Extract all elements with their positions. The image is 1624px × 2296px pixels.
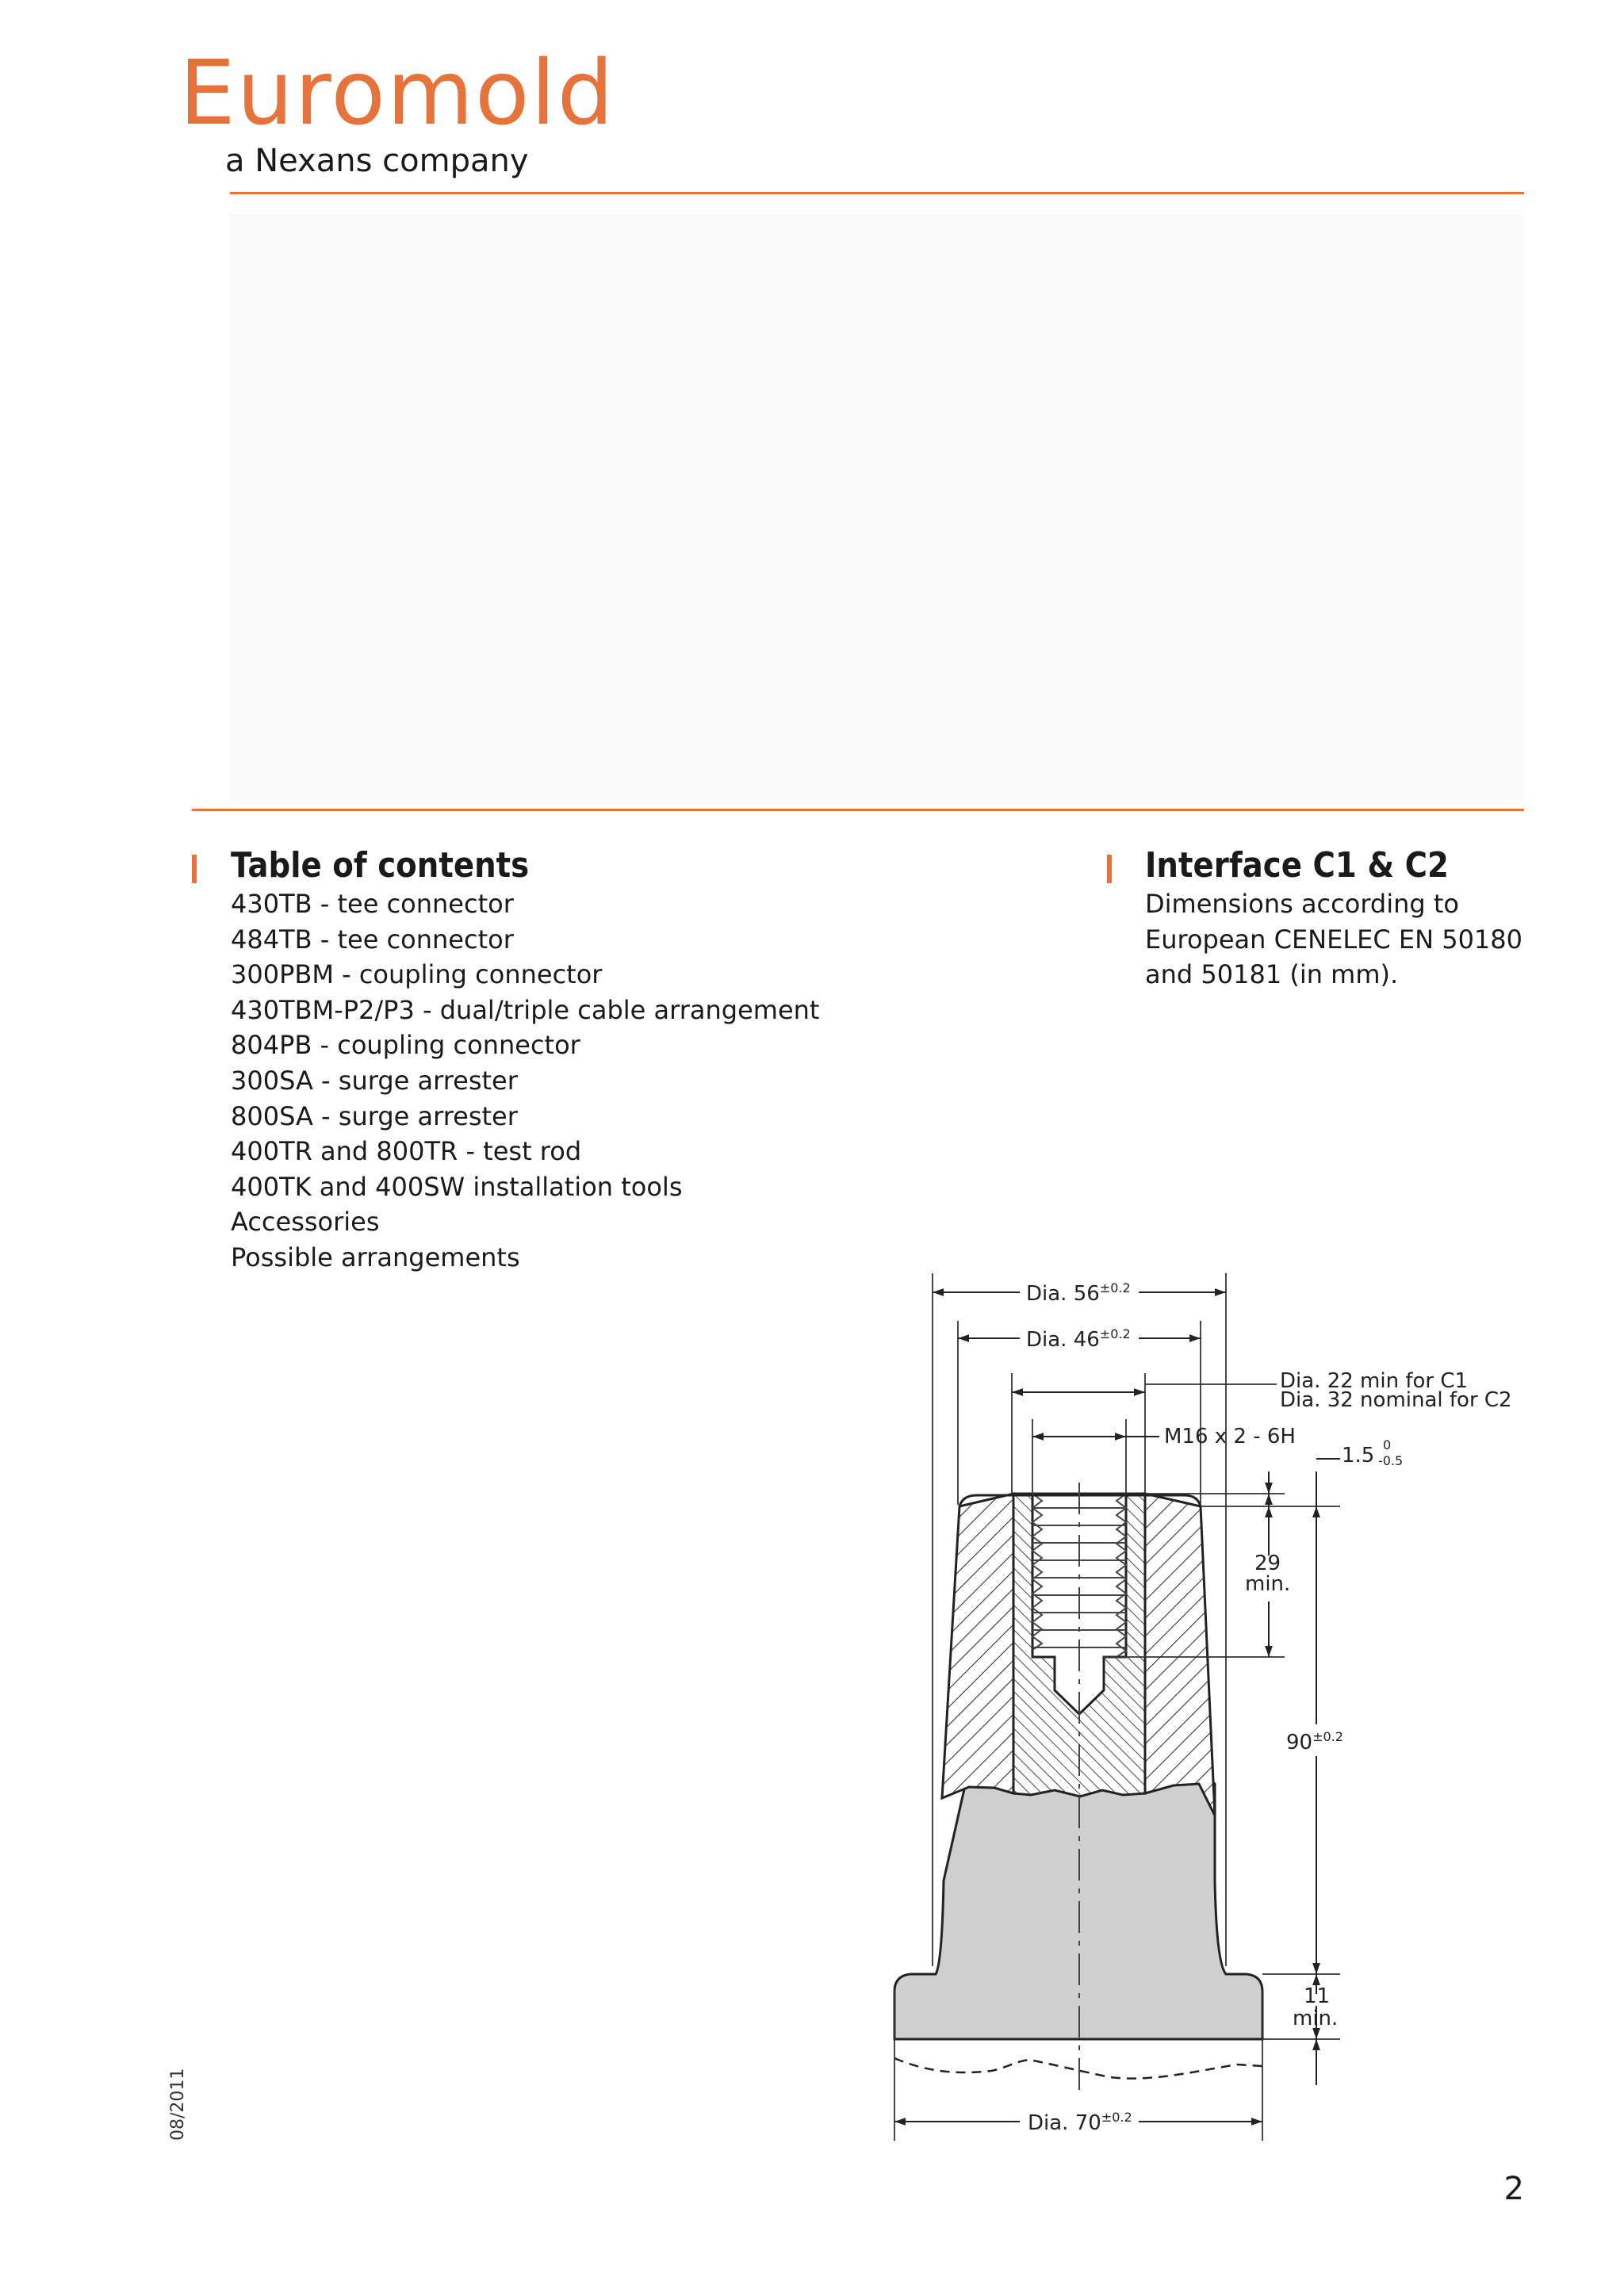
toc-item[interactable]: Accessories (231, 1207, 380, 1238)
dim-recess: 1.5 0 -0.5 (1342, 1437, 1404, 1468)
interface-heading: Interface C1 & C2 (1145, 845, 1449, 886)
dim-base11: 11 (1304, 1984, 1331, 2008)
dim-height90: $90^{\pm 0.2}$ (1286, 1729, 1343, 1755)
interface-line: European CENELEC EN 50180 (1145, 924, 1522, 955)
brand-tagline: a Nexans company (225, 143, 529, 179)
toc-heading: Table of contents (231, 845, 530, 886)
toc-item[interactable]: 804PB - coupling connector (231, 1030, 580, 1061)
dim-dia32: Dia. 32 nominal for C2 (1280, 1388, 1512, 1412)
dim-base11-min: min. (1293, 2007, 1339, 2030)
dim-dia46: Dia. $46^{\pm 0.2}$ (1026, 1326, 1131, 1352)
interface-line: and 50181 (in mm). (1145, 959, 1399, 990)
toc-item[interactable]: 400TK and 400SW installation tools (231, 1171, 683, 1202)
page-number: 2 (1503, 2171, 1524, 2207)
issue-date: 08/2011 (168, 2068, 188, 2141)
toc-item[interactable]: 430TB - tee connector (231, 889, 514, 919)
dim-dia70: Dia. $70^{\pm 0.2}$ (1028, 2110, 1132, 2135)
insulation-wall-right (1145, 1494, 1215, 1816)
dim-depth29-min: min. (1245, 1572, 1291, 1596)
toc-item[interactable]: 300SA - surge arrester (231, 1065, 518, 1096)
toc-item[interactable]: 300PBM - coupling connector (231, 959, 603, 990)
toc-item[interactable]: Possible arrangements (231, 1242, 520, 1272)
dim-dia22: Dia. 22 min for C1 (1280, 1369, 1469, 1393)
brand-logo-name: Euromold (179, 42, 615, 145)
toc-item[interactable]: 800SA - surge arrester (231, 1100, 518, 1131)
toc-item[interactable]: 430TBM-P2/P3 - dual/triple cable arrangement (231, 994, 820, 1025)
dim-depth29: 29 (1254, 1552, 1281, 1575)
toc-item[interactable]: 400TR and 800TR - test rod (231, 1136, 582, 1167)
dim-thread: M16 x 2 - 6H (1164, 1425, 1296, 1448)
interface-line: Dimensions according to (1145, 889, 1459, 919)
dim-dia56: Dia. $56^{\pm 0.2}$ (1026, 1280, 1131, 1306)
insulation-wall-left (942, 1494, 1013, 1798)
toc-item[interactable]: 484TB - tee connector (231, 924, 514, 955)
